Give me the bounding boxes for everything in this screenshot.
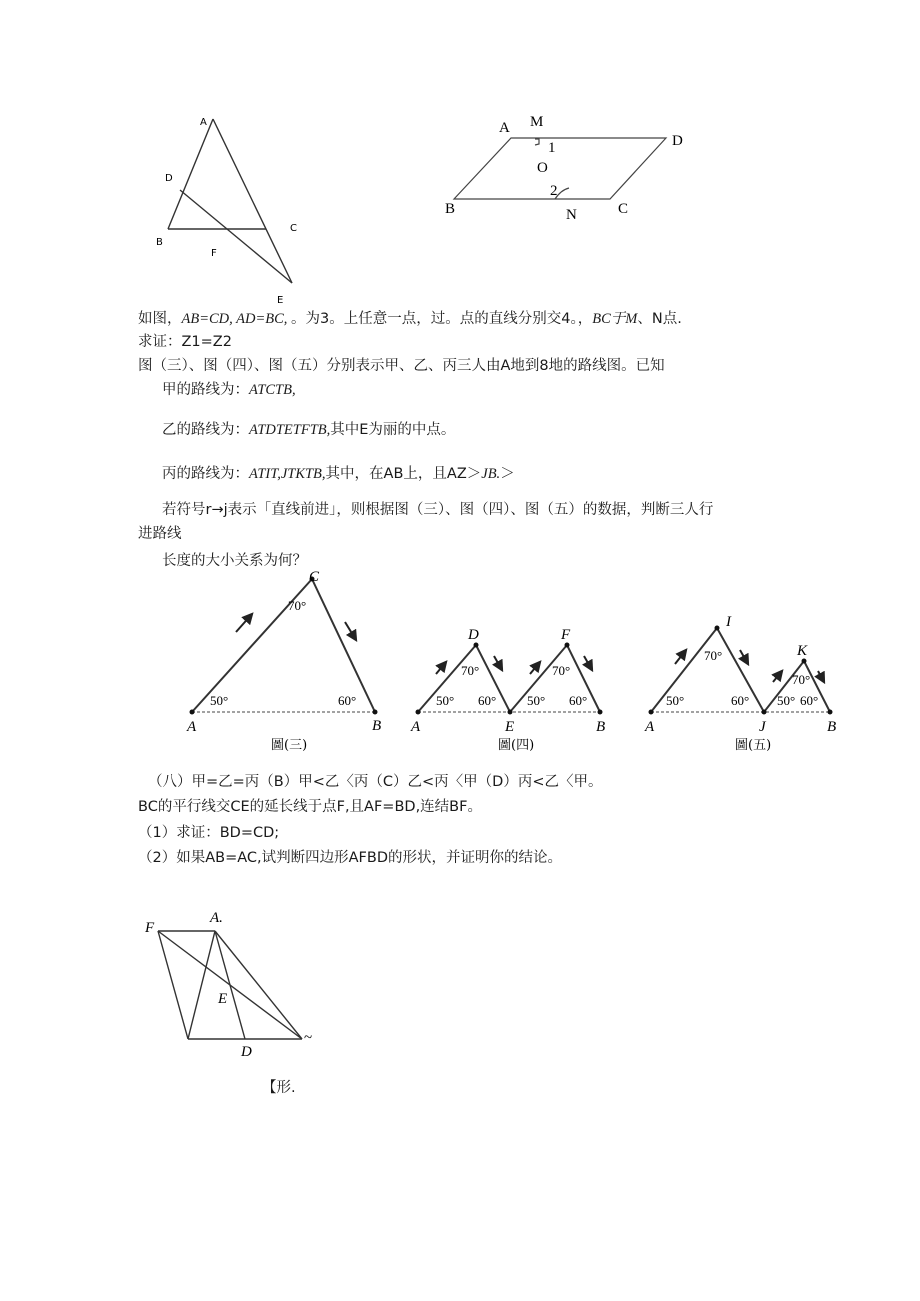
fig5-label-j: J [759,719,766,735]
fig2-label-c: C [618,201,629,217]
fig3-label-c: C [309,569,320,585]
fig1-label-f: F [211,248,217,259]
fig6-label-d: D [241,1044,252,1060]
fig1-side-ae [213,119,292,283]
fig6-label-f: F [145,920,155,936]
route-yi-label: 乙的路线为： [162,422,249,438]
fig6-line-ad [215,931,245,1039]
figure-parallelogram [438,110,698,230]
fig4-label-a: A [411,719,421,735]
figure-triangle-transversal [140,105,310,310]
fig2-label-1: 1 [548,140,556,156]
problem1-text-e: 、N点. [637,311,682,327]
problem2-intro: 图（三）、图（四）、图（五）分别表示甲、乙、丙三人由A地到8地的路线图。已知 [138,358,665,374]
fig3-angle-top: 70° [288,598,307,613]
fig4-angle-e-left: 60° [478,693,497,708]
problem1-text-d: BC于M [592,311,638,327]
problem2-symbol-line2: 进路线 [138,526,182,542]
problem2-question: 长度的大小关系为何？ [162,553,307,569]
fig6-side-ac [215,931,302,1039]
fig5-label-i: I [726,614,731,630]
route-jia-path: ATCTB, [249,382,296,398]
problem2-choices: （八）甲=乙=丙（B）甲<乙〈丙（C）乙<丙〈甲（D）丙<乙〈甲。 [148,774,603,790]
fig6-label-e: E [218,991,228,1007]
fig6-label-a: A. [210,910,223,926]
route-bing-label: 丙的路线为： [162,466,249,482]
fig3-caption: 圖(三) [271,738,308,753]
fig2-parallelogram-abcd [454,138,666,199]
problem1-statement [138,309,682,329]
route-yi-path: ATDTETFTB, [249,422,331,438]
problem1-text-c: 。为3。上任意一点，过。点的直线分别交4。， [291,311,593,327]
fig2-label-b: B [445,201,456,217]
route-bing-jb: JB. [481,466,501,482]
footer-fragment: 【形. [262,1080,296,1096]
fig4-angle-f: 70° [552,663,571,678]
fig5-angle-k: 70° [792,672,811,687]
fig5-caption: 圖(五) [735,738,772,753]
problem3-statement: BC的平行线交CE的延长线于点F,且AF=BD,连结BF。 [138,799,482,815]
fig5-angle-i: 70° [704,648,723,663]
fig5-angle-j-right: 50° [777,693,796,708]
fig5-angle-a: 50° [666,693,685,708]
fig2-label-a: A [499,120,510,136]
fig4-label-d: D [468,627,479,643]
fig6-side-ab [188,931,215,1039]
fig1-label-c: C [290,223,297,234]
route-jia-label: 甲的路线为： [162,382,249,398]
problem1-text-b: AB=CD, AD=BC, [181,311,292,327]
fig1-label-a: A [200,117,207,128]
fig2-label-m: M [530,114,544,130]
fig3-angle-right: 60° [338,693,357,708]
fig3-label-b: B [372,718,382,734]
fig4-caption: 圖(四) [498,738,535,753]
route-bing-gt: ＞ [500,466,515,482]
fig4-diagram [410,627,605,753]
fig5-angle-b: 60° [800,693,819,708]
problem3-part1: （1）求证：BD=CD; [138,825,280,841]
fig1-label-d: D [165,173,173,184]
fig3-label-a: A [187,719,197,735]
fig1-line-de [180,190,292,283]
fig4-angle-a: 50° [436,693,455,708]
fig2-angle-mark-1 [535,139,539,145]
problem2-route-bing [162,464,515,484]
fig5-label-b: B [827,719,837,735]
fig3-diagram [186,569,381,753]
figure-routes [180,566,850,766]
fig3-angle-left: 50° [210,693,229,708]
fig4-angle-b: 60° [569,693,588,708]
fig5-angle-j-left: 60° [731,693,750,708]
fig4-angle-d: 70° [461,663,480,678]
fig4-label-f: F [561,627,571,643]
fig4-angle-e-right: 50° [527,693,546,708]
fig5-diagram [644,614,836,753]
problem1-prove: 求证：Z1=Z2 [138,334,232,350]
fig6-side-fb [158,931,188,1039]
problem2-route-jia [162,380,296,400]
fig1-label-b: B [156,237,163,248]
fig5-label-a: A [645,719,655,735]
fig2-label-2: 2 [550,183,558,199]
problem3-part2: （2）如果AB=AC,试判断四边形AFBD的形状，并证明你的结论。 [138,850,563,866]
fig2-label-n: N [566,207,577,223]
fig2-label-o: O [537,160,548,176]
fig5-label-k: K [797,643,808,659]
fig1-label-e: E [277,295,284,306]
route-bing-note: 其中，在AB上，且AZ＞ [325,466,482,482]
fig4-label-b: B [596,719,606,735]
figure-quadrilateral-afbd [140,900,330,1065]
fig6-label-c: ~ [304,1030,313,1046]
problem1-text-a: 如图， [138,311,182,327]
fig2-label-d: D [672,133,683,149]
route-bing-path: ATIT,JTKTB, [249,466,326,482]
problem2-route-yi [162,420,455,440]
problem2-symbol-line1: 若符号r→j表示「直线前进」，则根据图（三）、图（四）、图（五）的数据，判断三人行 [162,502,714,518]
fig4-label-e: E [505,719,515,735]
route-yi-note: 其中E为丽的中点。 [330,422,456,438]
